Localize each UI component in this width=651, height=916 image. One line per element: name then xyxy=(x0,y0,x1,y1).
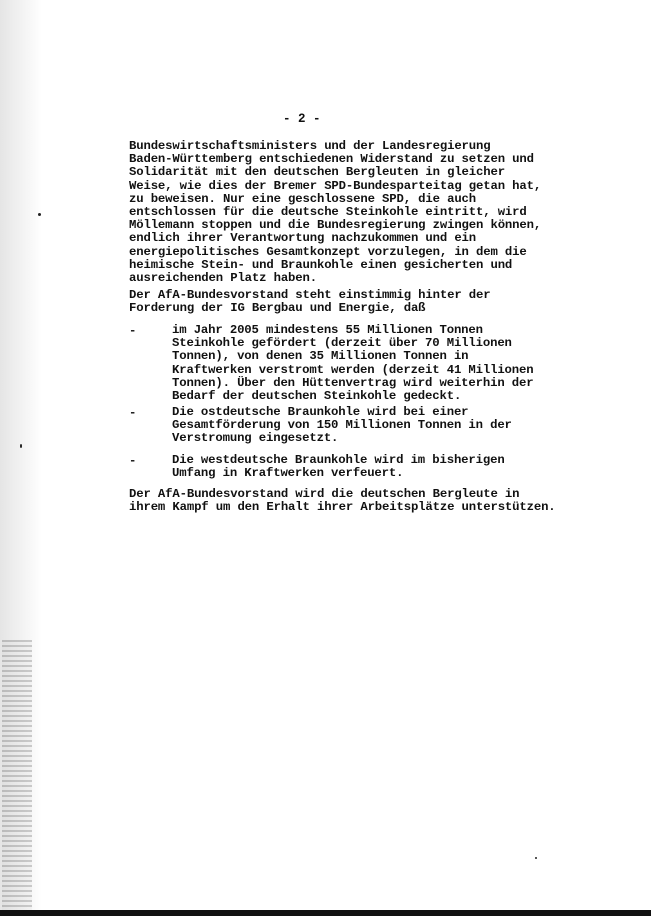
scan-speck xyxy=(38,213,41,216)
bullet-item-ostdeutsche-braunkohle: Die ostdeutsche Braunkohle wird bei einer Gesamtförderung von 150 Millionen Tonnen in der Verstromung eingesetzt. xyxy=(172,405,512,446)
paragraph-closing: Der AfA-Bundesvorstand wird die deutschen Bergleute in ihrem Kampf um den Erhalt ihrer Arbeitsplätze unterstützen. xyxy=(129,487,556,515)
bullet-item-westdeutsche-braunkohle: Die westdeutsche Braunkohle wird im bisherigen Umfang in Kraftwerken verfeuert. xyxy=(172,453,505,481)
paragraph-intro: Bundeswirtschaftsministers und der Landesregierung Baden-Württemberg entschiedenen Widerstand zu setzen und Solidarität mit den deutschen Bergleuten in gleicher Weise, wie dies der Bremer SPD-Bundesparteitag getan hat, zu beweisen. Nur eine geschlossene SPD, die auch entschlossen für die deutsche Steinkohle eintritt, wird Möllemann stoppen und die Bundesregierung zwingen können, endlich ihrer Verantwortung nachzukommen und ein energiepolitisches Gesamtkonzept vorzulegen, in dem die heimische Stein- und Braunkohle einen gesicherten und ausreichenden Platz haben. xyxy=(129,139,542,286)
page-number: - 2 - xyxy=(283,112,321,126)
paragraph-demand: Der AfA-Bundesvorstand steht einstimmig hinter der Forderung der IG Bergbau und Energie, daß xyxy=(129,288,491,316)
bullet-dash: - xyxy=(129,406,137,420)
bullet-dash: - xyxy=(129,454,137,468)
scan-speck xyxy=(535,857,537,859)
scan-speck xyxy=(20,444,22,448)
scan-noise-strip xyxy=(2,640,32,910)
bullet-item-steinkohle: im Jahr 2005 mindestens 55 Millionen Tonnen Steinkohle gefördert (derzeit über 70 Millionen Tonnen), von denen 35 Millionen Tonnen in Kraftwerken verstromt werden (derzeit 41 Millionen Tonnen). Über den Hüttenvertrag wird weiterhin der Bedarf der deutschen Steinkohle gedeckt. xyxy=(172,323,534,404)
scan-bottom-border xyxy=(0,910,651,916)
bullet-dash: - xyxy=(129,324,137,338)
